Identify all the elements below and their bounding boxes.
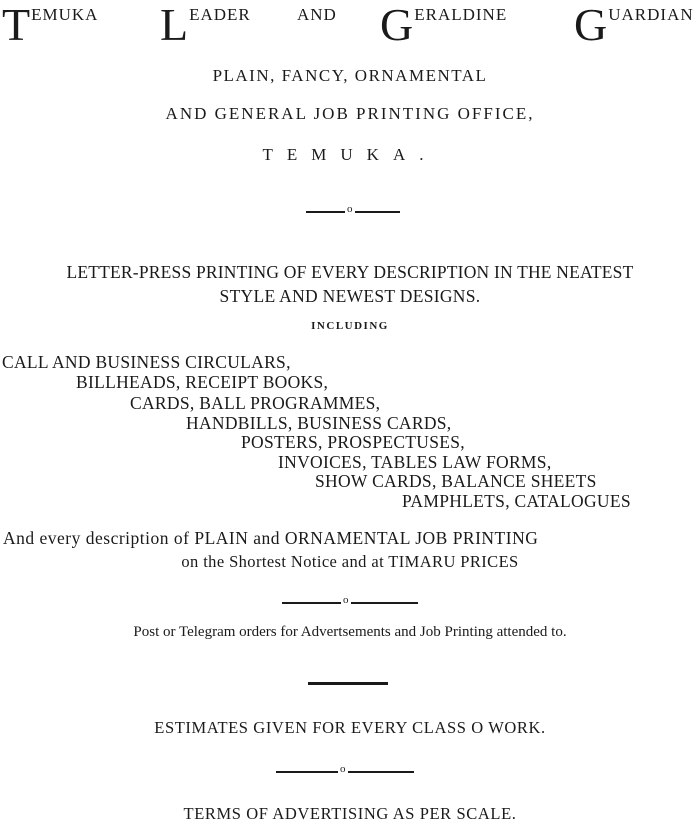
list-item: POSTERS, PROSPECTUSES,	[241, 432, 465, 452]
orders-line: Post or Telegram orders for Advertsements and Job Printing attended to.	[133, 624, 567, 640]
list-item: CARDS, BALL PROGRAMMES,	[130, 393, 381, 413]
list-item: BILLHEADS, RECEIPT BOOKS,	[76, 372, 329, 392]
divider-3	[308, 682, 388, 685]
closing-line-1: And every description of PLAIN and ORNAMENTAL JOB PRINTING	[3, 528, 539, 548]
terms-line: TERMS OF ADVERTISING AS PER SCALE.	[183, 804, 517, 823]
estimates-line: ESTIMATES GIVEN FOR EVERY CLASS O WORK.	[154, 718, 546, 737]
intro-line-2: STYLE AND NEWEST DESIGNS.	[219, 286, 481, 306]
list-item: CALL AND BUSINESS CIRCULARS,	[2, 352, 291, 372]
closing-line-2: on the Shortest Notice and at TIMARU PRICES	[181, 552, 519, 571]
list-item: INVOICES, TABLES LAW FORMS,	[278, 452, 552, 472]
header-line-job-printing-office: AND GENERAL JOB PRINTING OFFICE,	[165, 104, 535, 123]
including-label: INCLUDING	[311, 320, 389, 332]
list-item: HANDBILLS, BUSINESS CARDS,	[186, 413, 452, 433]
list-item: SHOW CARDS, BALANCE SHEETS	[315, 471, 597, 491]
masthead-word-guardian: GUARDIAN	[574, 0, 694, 50]
header-line-town: TEMUKA.	[262, 145, 438, 164]
masthead-word-geraldine: GERALDINE	[380, 0, 508, 50]
divider-1-mark: o	[347, 203, 353, 215]
header-line-plain-fancy: PLAIN, FANCY, ORNAMENTAL	[212, 66, 488, 85]
masthead-word-temuka: TEMUKA	[2, 0, 99, 50]
divider-2-mark: o	[343, 594, 349, 606]
masthead-word-and: AND	[297, 5, 337, 24]
divider-4-mark: o	[340, 763, 346, 775]
intro-line-1: LETTER-PRESS PRINTING OF EVERY DESCRIPTION IN THE NEATEST	[66, 262, 634, 282]
masthead-word-leader: LEADER	[160, 0, 251, 50]
list-item: PAMPHLETS, CATALOGUES	[402, 491, 631, 511]
